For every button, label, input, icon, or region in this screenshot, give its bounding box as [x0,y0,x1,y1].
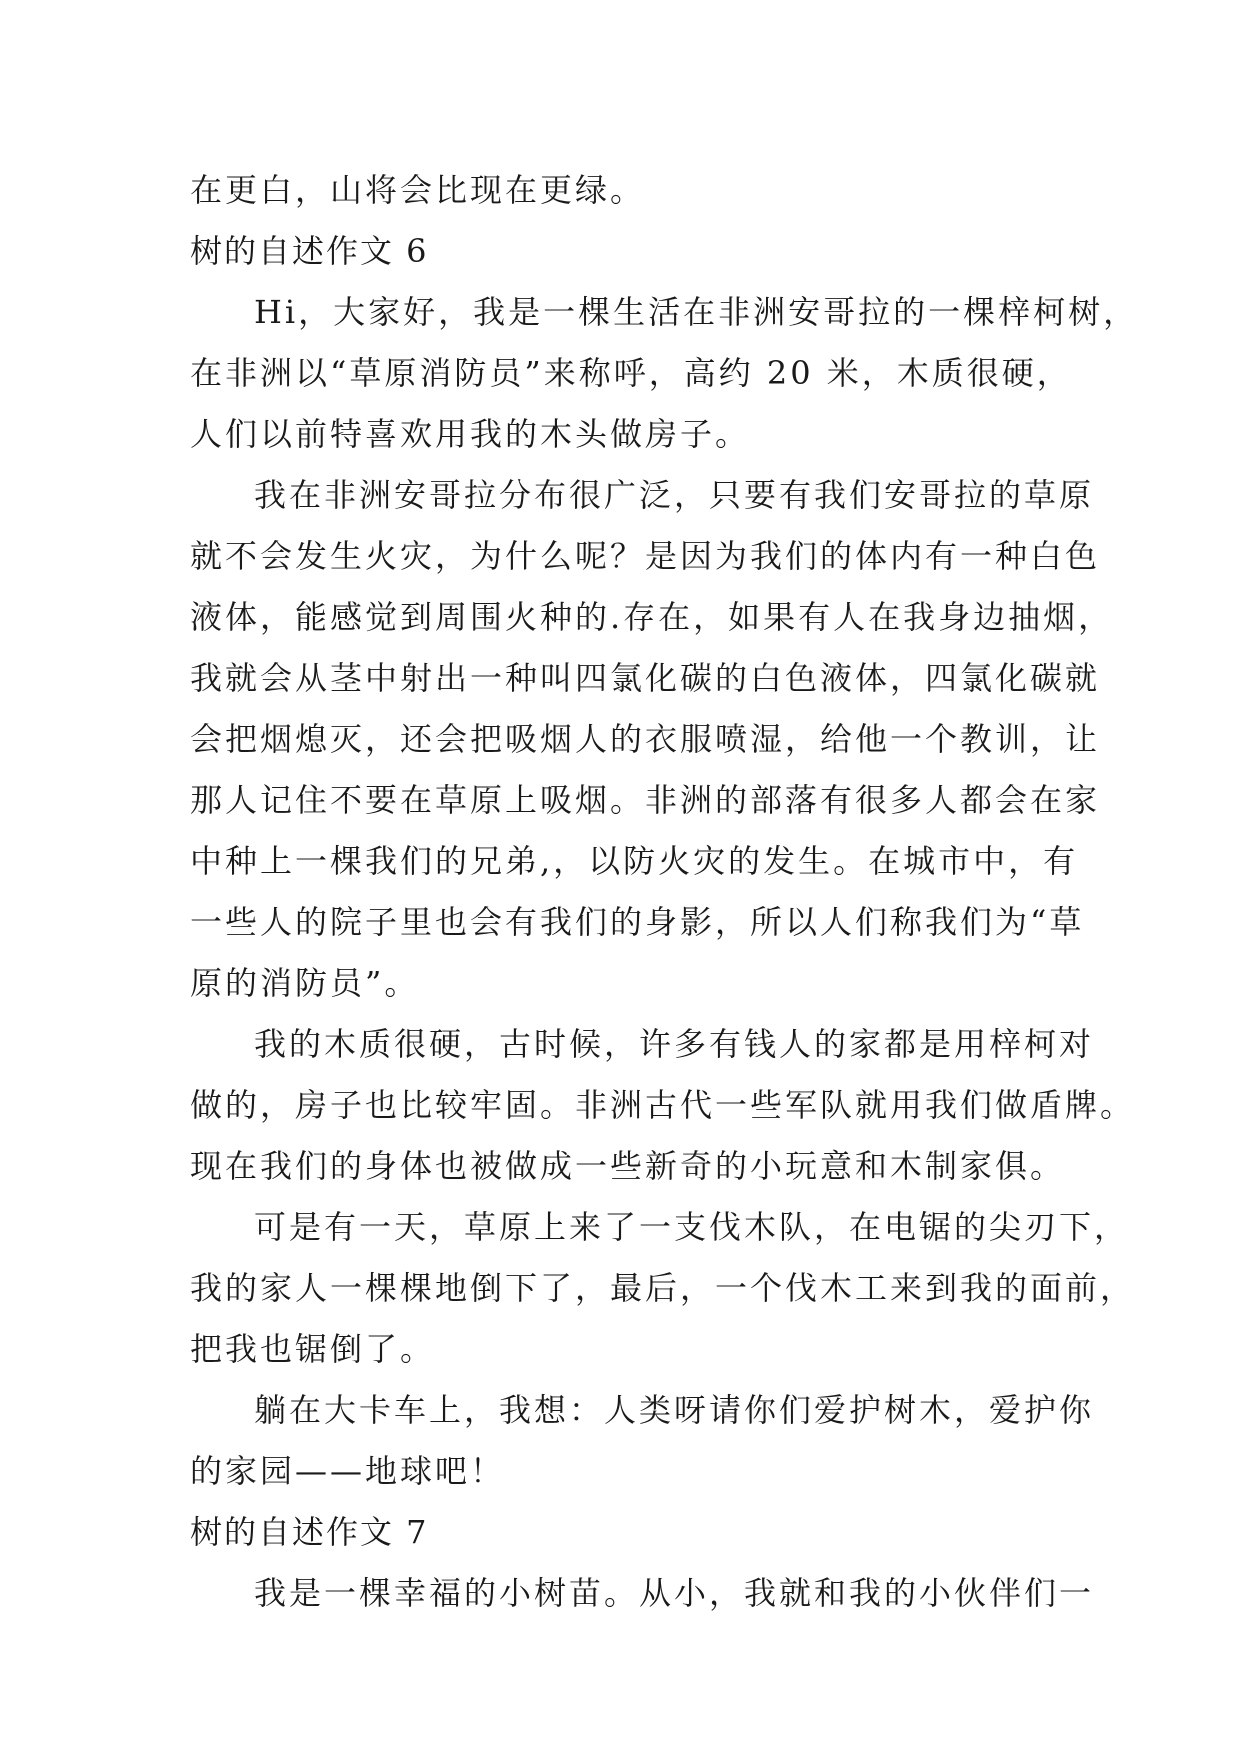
text-line: Hi，大家好，我是一棵生活在非洲安哥拉的一棵梓柯树， [254,293,1139,331]
text-line: 在更白，山将会比现在更绿。 [190,171,646,209]
text-line: 现在我们的身体也被做成一些新奇的小玩意和木制家俱。 [190,1147,1066,1185]
text-line: 做的，房子也比较牢固。非洲古代一些军队就用我们做盾牌。 [190,1086,1136,1124]
text-line: 中种上一棵我们的兄弟,，以防火灾的发生。在城市中，有 [190,842,1079,880]
text-line: 把我也锯倒了。 [190,1330,436,1368]
text-line: 人们以前特喜欢用我的木头做房子。 [190,415,751,453]
text-line: 会把烟熄灭，还会把吸烟人的衣服喷湿，给他一个教训，让 [190,720,1101,758]
text-line: 原的消防员”。 [190,964,420,1002]
text-line: 躺在大卡车上，我想：人类呀请你们爱护树木，爱护你 [254,1391,1095,1429]
text-line: 我是一棵幸福的小树苗。从小，我就和我的小伙伴们一 [254,1574,1095,1612]
text-line: 我的木质很硬，古时候，许多有钱人的家都是用梓柯对 [254,1025,1095,1063]
text-line: 一些人的院子里也会有我们的身影，所以人们称我们为“草 [190,903,1085,941]
text-line: 可是有一天，草原上来了一支伐木队，在电锯的尖刃下， [254,1208,1130,1246]
document-body [190,160,1139,1624]
text-line: 我在非洲安哥拉分布很广泛，只要有我们安哥拉的草原 [254,476,1095,514]
text-line: 我就会从茎中射出一种叫四氯化碳的白色液体，四氯化碳就 [190,659,1101,697]
text-line: 在非洲以“草原消防员”来称呼，高约 20 米，木质很硬， [190,354,1072,392]
text-line: 就不会发生火灾，为什么呢？是因为我们的体内有一种白色 [190,537,1101,575]
text-line: 的家园——地球吧！ [190,1452,506,1490]
text-line: 液体，能感觉到周围火种的.存在，如果有人在我身边抽烟， [190,598,1114,636]
text-line: 我的家人一棵棵地倒下了，最后，一个伐木工来到我的面前， [190,1269,1136,1307]
section-heading: 树的自述作文 6 [190,232,429,270]
text-line: 那人记住不要在草原上吸烟。非洲的部落有很多人都会在家 [190,781,1101,819]
section-heading: 树的自述作文 7 [190,1513,429,1551]
